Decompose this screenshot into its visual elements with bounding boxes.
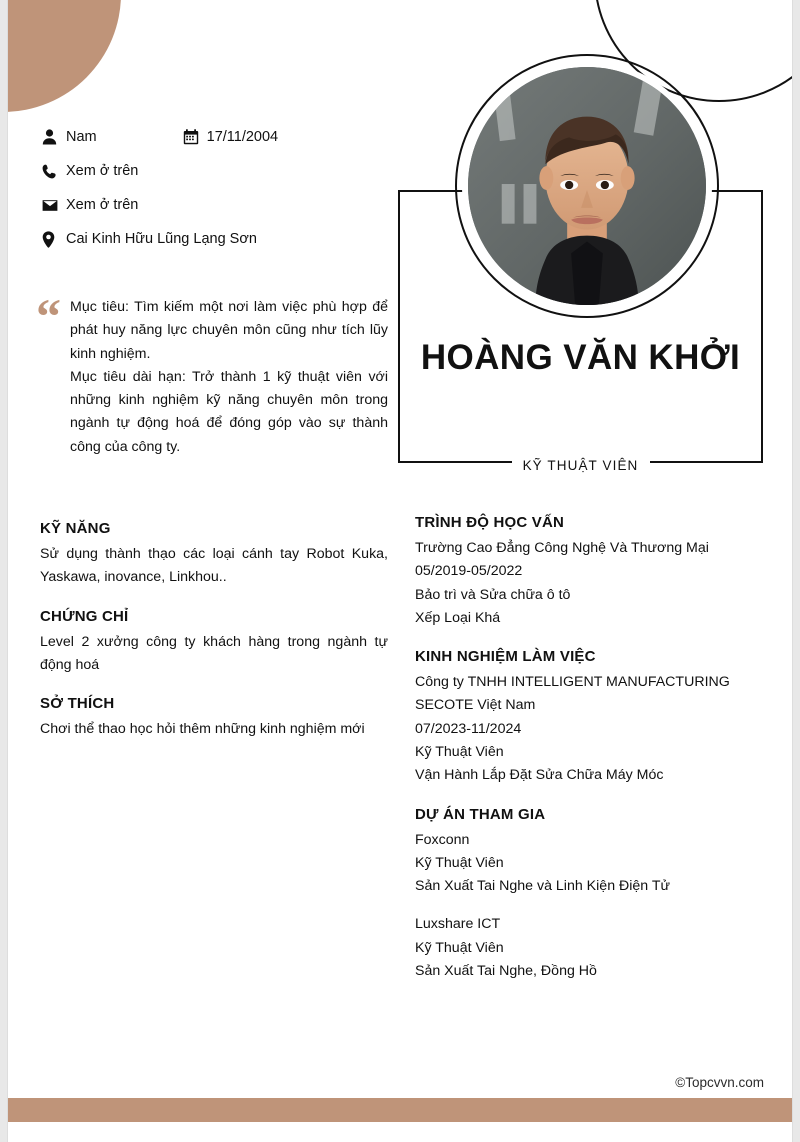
- gender-value: Nam: [66, 129, 97, 145]
- section-heading-experience: KINH NGHIỆM LÀM VIỆC: [415, 648, 596, 666]
- envelope-icon: [42, 196, 66, 214]
- phone-icon: [42, 162, 66, 180]
- decorative-corner-blob: [8, 0, 121, 112]
- project-role: Kỹ Thuật Viên: [415, 854, 504, 871]
- certificates-body: Level 2 xưởng công ty khách hàng trong ngành tự động hoá: [40, 633, 388, 673]
- calendar-icon: [183, 128, 207, 146]
- cv-page: [8, 0, 792, 1142]
- birthdate-value: 17/11/2004: [206, 129, 279, 145]
- interests-body: Chơi thể thao học hỏi thêm những kinh nghiệm mới: [40, 721, 365, 738]
- location-pin-icon: [42, 230, 66, 248]
- quote-mark-icon: “: [36, 288, 61, 344]
- contact-row-gender-birthdate: [42, 120, 392, 154]
- project-name: Foxconn: [415, 831, 470, 848]
- email-value: Xem ở trên: [66, 197, 139, 213]
- education-major: Bảo trì và Sửa chữa ô tô: [415, 586, 571, 603]
- contact-row-address: [42, 222, 392, 256]
- section-experience: [415, 648, 765, 787]
- site-credit: ©Topcvvn.com: [675, 1075, 764, 1090]
- contact-block: [42, 120, 392, 256]
- education-period: 05/2019-05/2022: [415, 563, 523, 580]
- project-role: Kỹ Thuật Viên: [415, 939, 504, 956]
- section-projects: [415, 806, 765, 984]
- person-icon: [42, 128, 66, 146]
- section-heading-certificates: CHỨNG CHỈ: [40, 607, 129, 625]
- avatar: [455, 54, 719, 318]
- project-spacer: [415, 898, 765, 913]
- page-title: HOÀNG VĂN KHỞI: [420, 338, 741, 377]
- experience-period: 07/2023-11/2024: [415, 720, 522, 737]
- project-name: Luxshare ICT: [415, 916, 501, 933]
- skills-body: Sử dụng thành thạo các loại cánh tay Robot Kuka, Yaskawa, inovance, Linkhou..: [40, 546, 388, 586]
- education-grade: Xếp Loại Khá: [415, 609, 501, 626]
- career-objective-block: [36, 288, 396, 459]
- experience-role: Kỹ Thuật Viên: [415, 743, 504, 760]
- experience-company: Công ty TNHH INTELLIGENT MANUFACTURING SECOTE Việt Nam: [415, 674, 730, 714]
- section-heading-education: TRÌNH ĐỘ HỌC VẤN: [415, 514, 565, 531]
- objective-long-term: Mục tiêu dài hạn: Trở thành 1 kỹ thuật viên với những kinh nghiệm kỹ năng chuyên môn trong ngành tự động hoá để đóng góp vào sự thành công của công ty.: [70, 368, 388, 455]
- job-title: KỸ THUẬT VIÊN: [398, 458, 763, 473]
- address-value: Cai Kinh Hữu Lũng Lạng Sơn: [66, 231, 257, 247]
- section-heading-skills: KỸ NĂNG: [40, 520, 111, 537]
- section-education: [415, 514, 765, 630]
- contact-row-email: [42, 188, 392, 222]
- section-heading-interests: SỞ THÍCH: [40, 695, 115, 713]
- phone-value: Xem ở trên: [66, 163, 139, 179]
- objective-short-term: Mục tiêu: Tìm kiếm một nơi làm việc phù hợp để phát huy năng lực chuyên môn cũng như tích lũy kinh nghiệm.: [70, 299, 388, 362]
- avatar-photo: [468, 67, 706, 305]
- contact-row-phone: [42, 154, 392, 188]
- footer-accent-bar: [8, 1098, 792, 1122]
- section-interests: [40, 695, 388, 741]
- section-heading-projects: DỰ ÁN THAM GIA: [415, 805, 546, 823]
- experience-duties: Vận Hành Lắp Đặt Sửa Chữa Máy Móc: [415, 767, 664, 784]
- project-detail: Sản Xuất Tai Nghe, Đồng Hồ: [415, 962, 597, 979]
- education-school: Trường Cao Đẳng Công Nghệ Và Thương Mại: [415, 540, 709, 556]
- section-skills: [40, 520, 388, 590]
- right-column: [415, 514, 765, 1001]
- section-certificates: [40, 608, 388, 678]
- left-column: [40, 520, 388, 759]
- project-detail: Sản Xuất Tai Nghe và Linh Kiện Điện Tử: [415, 878, 671, 895]
